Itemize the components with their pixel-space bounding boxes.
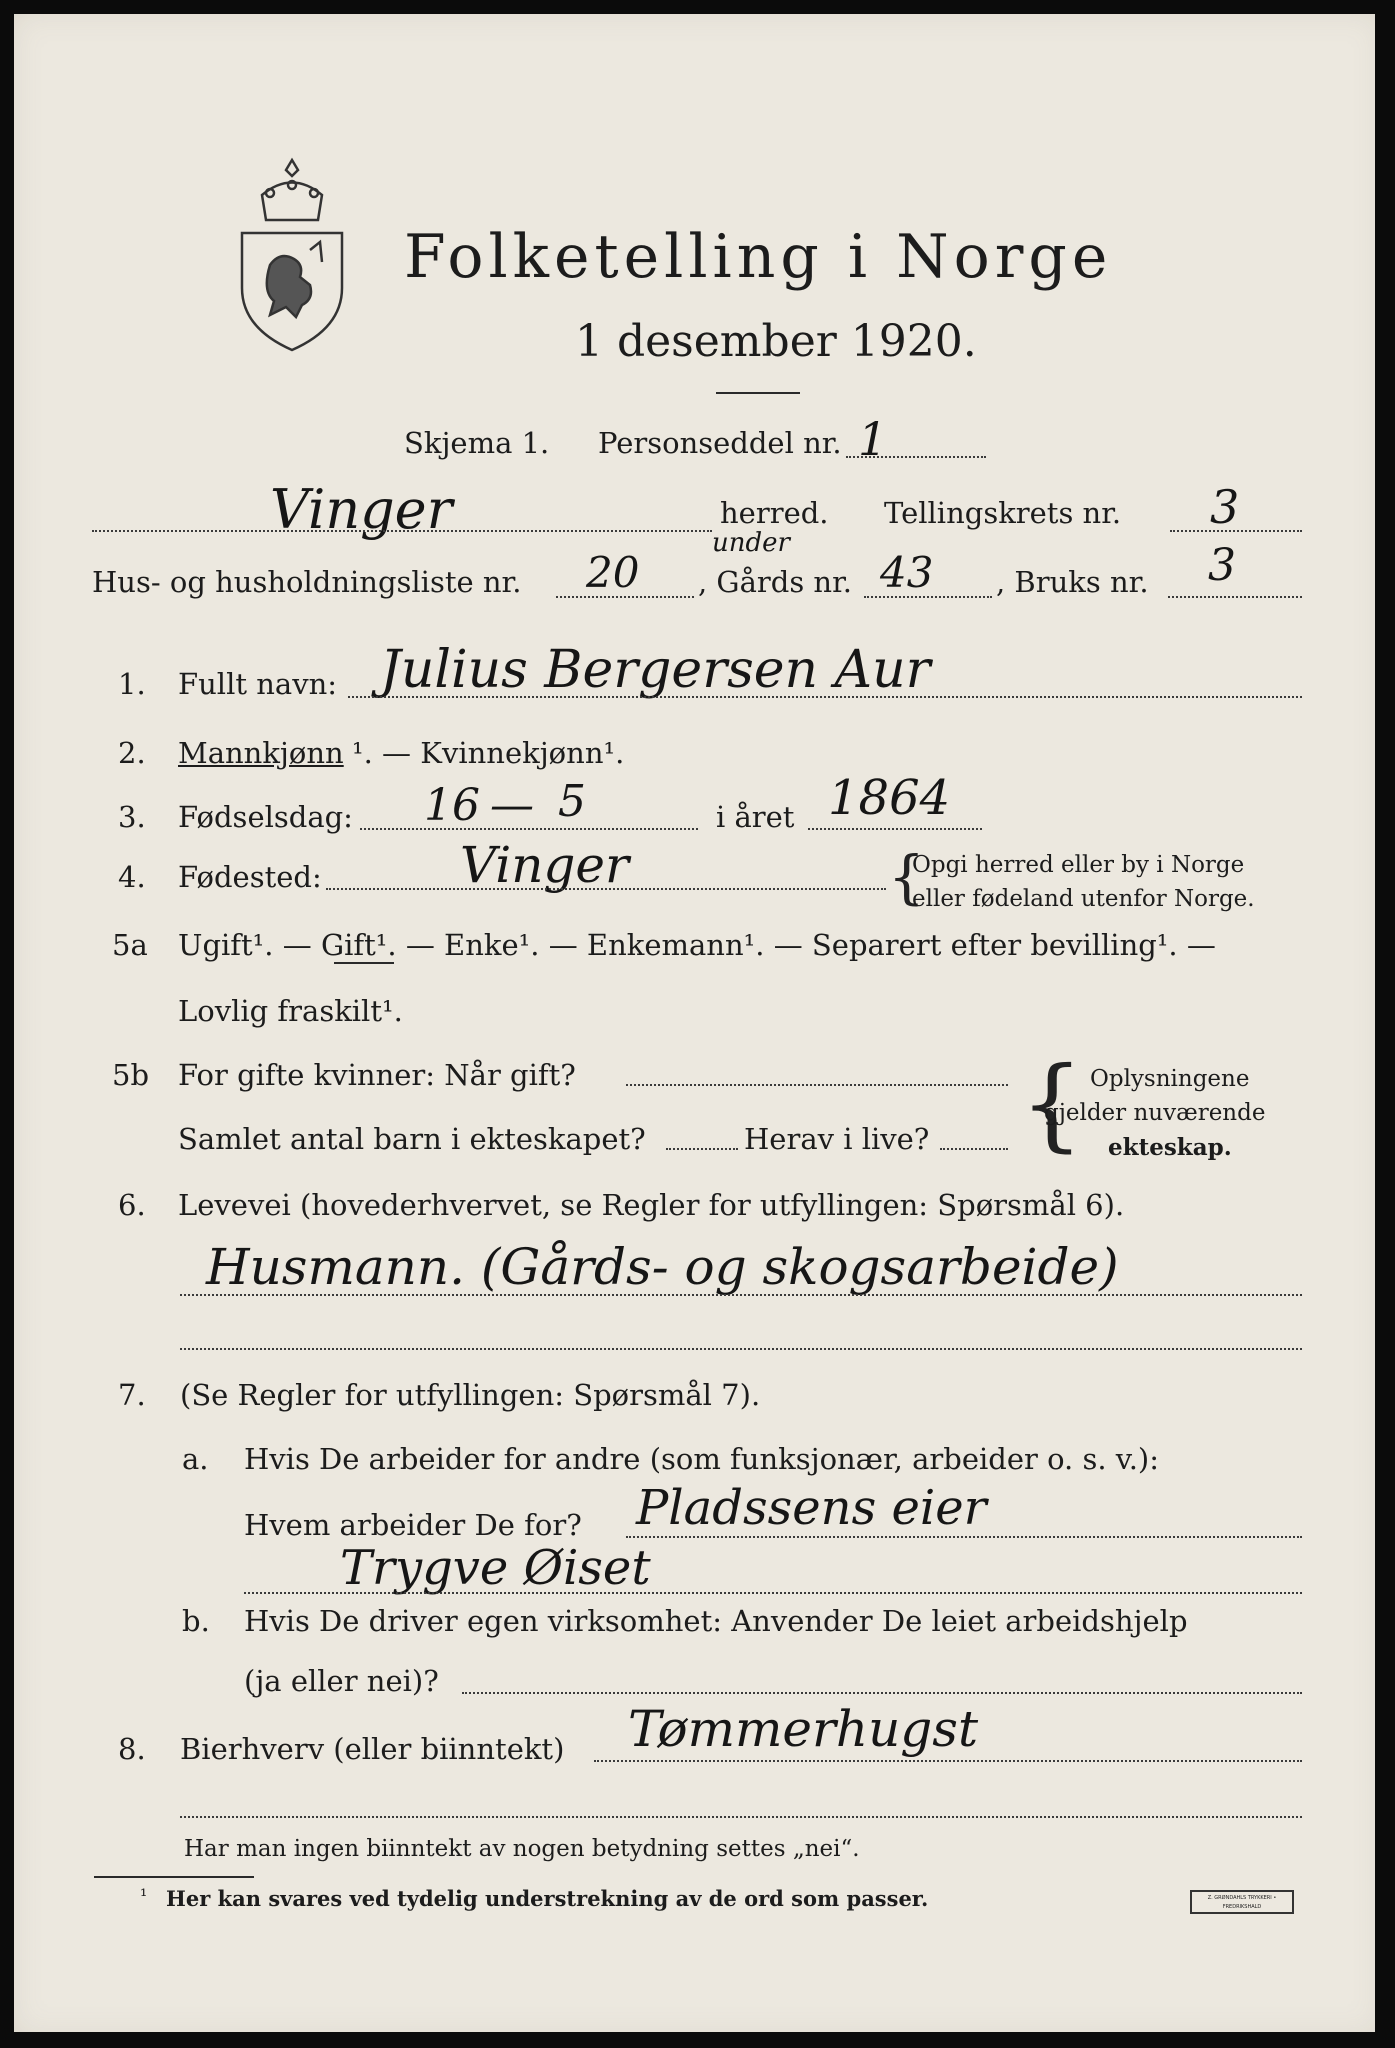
q6-line-2 <box>180 1348 1302 1350</box>
q6-value: Husmann. (Gårds- og skogsarbeide) <box>206 1238 1119 1296</box>
gards-line <box>864 596 992 598</box>
q5b-line-2b: Herav i live? <box>744 1122 930 1156</box>
liste-value: 20 <box>586 548 640 597</box>
q3-year-value: 1864 <box>828 770 951 826</box>
q4-brace: { <box>888 843 925 911</box>
q1-line <box>348 696 1302 698</box>
personseddel-value: 1 <box>858 412 888 466</box>
q4-note-2: eller fødeland utenfor Norge. <box>912 886 1255 912</box>
q8-line <box>594 1760 1302 1762</box>
q2-number: 2. <box>118 736 146 770</box>
q8-line-2 <box>180 1816 1302 1818</box>
schema-label: Skjema 1. <box>404 426 550 460</box>
q5b-note-2: gjelder nuværende <box>1044 1100 1266 1126</box>
q7b-number: b. <box>182 1604 210 1638</box>
scan-edge-right <box>1375 0 1395 2048</box>
footnote-text: Her kan svares ved tydelig understrekning av de ord som passer. <box>166 1886 929 1911</box>
q5b-line-1: For gifte kvinner: Når gift? <box>178 1058 576 1092</box>
q5a-number: 5a <box>112 928 148 962</box>
q4-label: Fødested: <box>178 860 322 894</box>
footer-note: Har man ingen biinntekt av nogen betydning settes „nei“. <box>184 1836 860 1862</box>
q7a-value-2: Trygve Øiset <box>340 1540 651 1596</box>
tellingskrets-value: 3 <box>1210 480 1240 534</box>
q7a-value-1: Pladssens eier <box>636 1480 987 1536</box>
q5b-when-line <box>626 1084 1008 1086</box>
scan-edge-left <box>0 0 14 2048</box>
q7a-line-2: Hvem arbeider De for? <box>244 1508 582 1542</box>
q4-note-1: Opgi herred eller by i Norge <box>912 852 1245 878</box>
q5a-line-2: Lovlig fraskilt¹. <box>178 994 403 1028</box>
q5a-line-1: Ugift¹. — Gift¹. — Enke¹. — Enkemann¹. — Separert efter bevilling¹. — <box>178 928 1216 962</box>
q5b-note-1: Oplysningene <box>1090 1066 1250 1092</box>
q3-month: 5 <box>558 776 586 827</box>
q8-label: Bierhverv (eller biinntekt) <box>180 1732 565 1766</box>
bruks-value: 3 <box>1208 540 1236 591</box>
q5b-note-3: ekteskap. <box>1108 1134 1232 1161</box>
q7b-line-2: (ja eller nei)? <box>244 1664 439 1698</box>
q1-label: Fullt navn: <box>178 667 338 701</box>
scan-edge-bottom <box>0 2032 1395 2048</box>
liste-label: Hus- og husholdningsliste nr. <box>92 565 522 599</box>
q3-dash: — <box>490 780 534 831</box>
q3-day: 16 <box>424 780 480 831</box>
q1-number: 1. <box>118 667 146 701</box>
q3-date-line <box>360 828 698 830</box>
q5b-children-line <box>666 1148 738 1150</box>
gards-note: under <box>712 528 790 558</box>
q6-line-1 <box>180 1294 1302 1296</box>
form-date: 1 desember 1920. <box>575 316 977 367</box>
q6-label: Levevei (hovederhvervet, se Regler for utfyllingen: Spørsmål 6). <box>178 1188 1125 1222</box>
q2-male: Mannkjønn <box>178 736 344 770</box>
q5b-number: 5b <box>112 1058 150 1092</box>
q3-label: Fødselsdag: <box>178 800 353 834</box>
tellingskrets-line <box>1170 530 1302 532</box>
q2-rest: ¹. — Kvinnekjønn¹. <box>352 736 625 770</box>
q3-year-label: i året <box>716 800 795 834</box>
herred-line <box>92 530 712 532</box>
liste-line <box>556 596 694 598</box>
q7b-line <box>462 1692 1302 1694</box>
q1-value: Julius Bergersen Aur <box>380 640 931 700</box>
scan-edge-top <box>0 0 1395 14</box>
q7a-line-b <box>244 1592 1302 1594</box>
q7a-line-a <box>626 1536 1302 1538</box>
q7-number: 7. <box>118 1378 146 1412</box>
gards-value: 43 <box>880 548 934 597</box>
tellingskrets-label: Tellingskrets nr. <box>884 496 1122 530</box>
herred-value: Vinger <box>270 478 453 541</box>
footer-rule <box>94 1876 254 1878</box>
q4-number: 4. <box>118 860 146 894</box>
q3-year-line <box>808 828 982 830</box>
q7a-number: a. <box>182 1442 209 1476</box>
printer-stamp <box>1190 1890 1294 1914</box>
form-title: Folketelling i Norge <box>404 222 1113 292</box>
title-rule <box>716 392 800 394</box>
footnote-mark: ¹ <box>140 1886 148 1907</box>
gards-label: , Gårds nr. <box>698 565 852 599</box>
personseddel-line <box>846 456 986 458</box>
q5b-line-2a: Samlet antal barn i ekteskapet? <box>178 1122 646 1156</box>
q7a-line-1: Hvis De arbeider for andre (som funksjonær, arbeider o. s. v.): <box>244 1442 1160 1476</box>
printer-stamp-text: Z. GRØNDAHLS TRYKKERI • FREDRIKSHALD <box>1207 1895 1277 1910</box>
q8-number: 8. <box>118 1732 146 1766</box>
personseddel-label: Personseddel nr. <box>598 426 842 460</box>
q4-value: Vinger <box>460 836 629 894</box>
q5a-gift-underline <box>334 962 394 964</box>
q5b-alive-line <box>940 1148 1008 1150</box>
bruks-line <box>1168 596 1302 598</box>
q7-label: (Se Regler for utfyllingen: Spørsmål 7). <box>180 1378 761 1412</box>
q7b-line-1: Hvis De driver egen virksomhet: Anvender De leiet arbeidshjelp <box>244 1604 1188 1638</box>
q6-number: 6. <box>118 1188 146 1222</box>
q5b-brace: { <box>1020 1045 1084 1162</box>
bruks-label: , Bruks nr. <box>996 565 1149 599</box>
coat-of-arms-icon <box>232 155 352 355</box>
q8-value: Tømmerhugst <box>628 1700 979 1758</box>
q4-line <box>326 888 886 890</box>
herred-label: herred. <box>720 496 829 530</box>
q3-number: 3. <box>118 800 146 834</box>
